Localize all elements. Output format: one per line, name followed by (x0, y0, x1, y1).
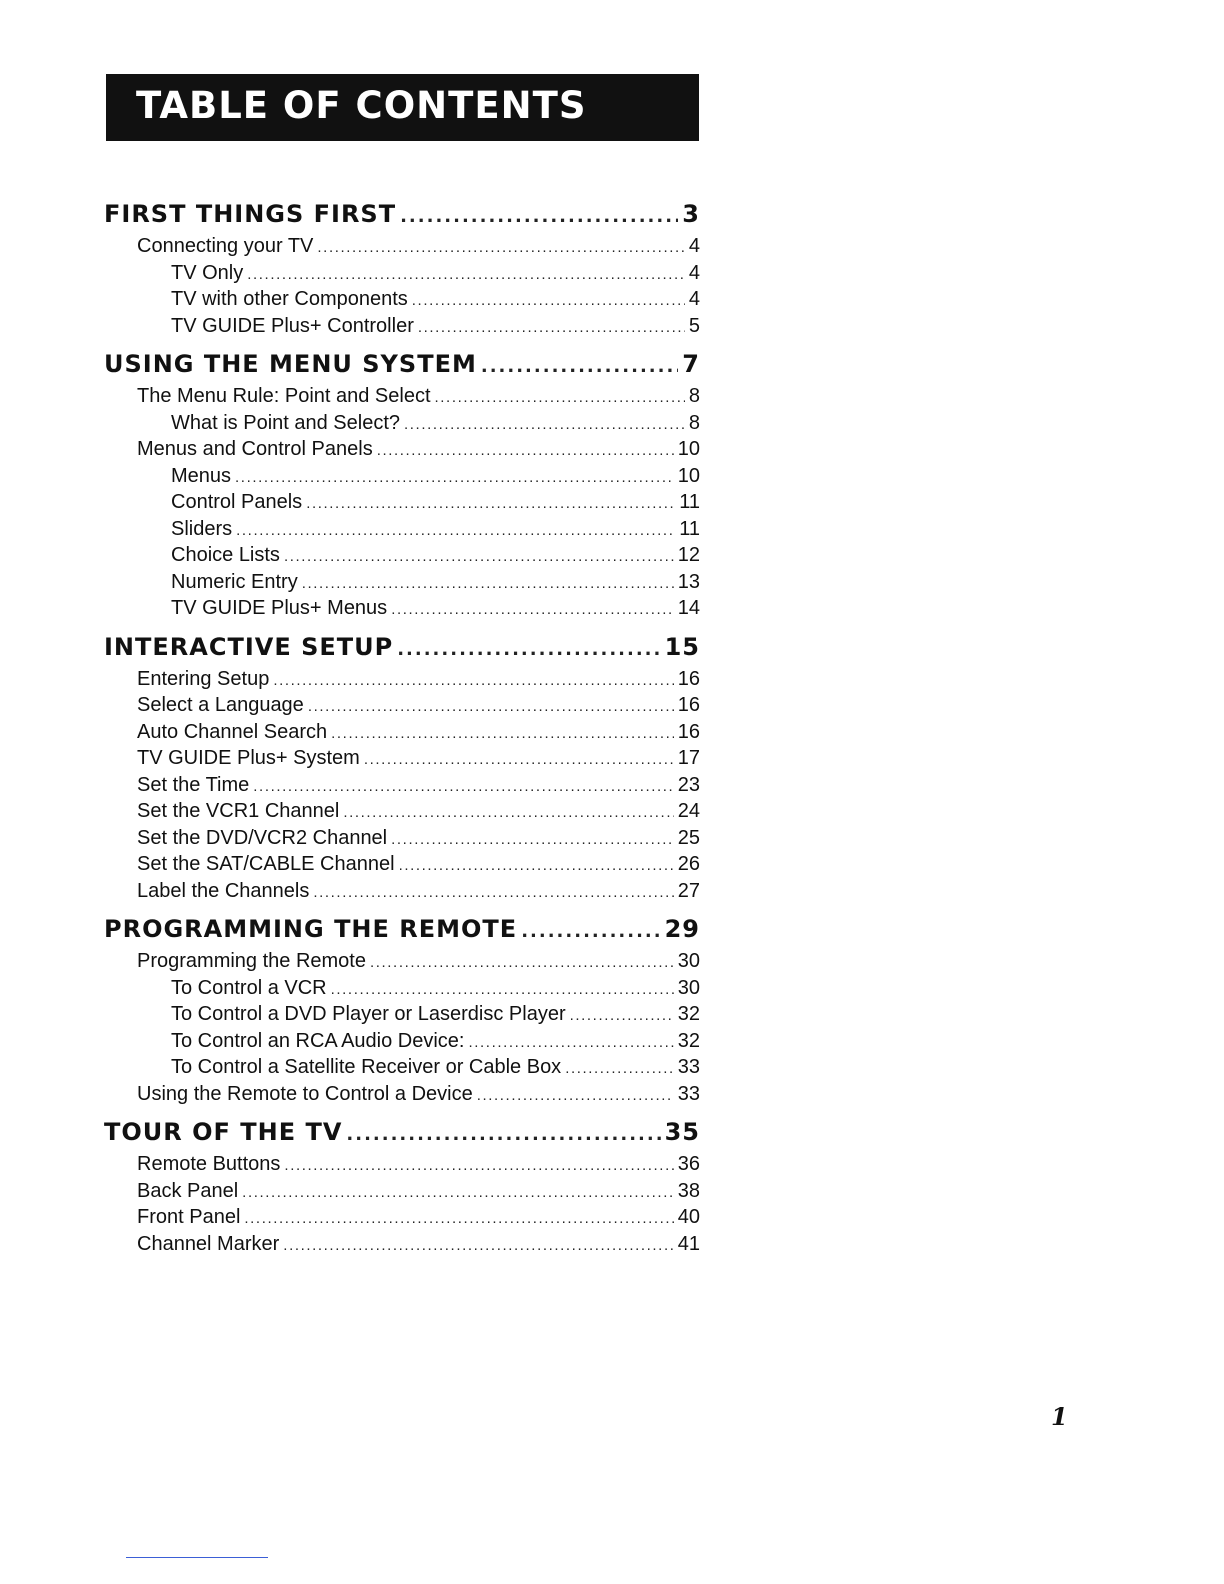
entry-title: To Control a DVD Player or Laserdisc Player (171, 1003, 566, 1025)
toc-section-heading[interactable] (104, 200, 700, 235)
toc-entry[interactable] (104, 1153, 700, 1180)
entry-page-number: 33 (677, 1056, 700, 1078)
dot-leader (570, 1007, 674, 1024)
entry-page-number: 5 (688, 314, 700, 337)
entry-page-number: 36 (677, 1153, 700, 1175)
dot-leader (343, 804, 673, 821)
divider-line (126, 1557, 268, 1558)
toc-entry[interactable] (104, 853, 700, 880)
dot-leader (273, 672, 673, 689)
toc-section (104, 1118, 700, 1259)
toc-section-heading[interactable] (104, 350, 700, 385)
toc-entry[interactable] (104, 235, 700, 262)
toc-entry[interactable] (104, 721, 700, 748)
dot-leader (477, 1087, 674, 1104)
dot-leader (370, 954, 674, 971)
toc-entry[interactable] (104, 880, 700, 907)
dot-leader (469, 1034, 674, 1051)
entry-title: TV GUIDE Plus+ Controller (171, 314, 414, 337)
section-page-number: 7 (682, 350, 700, 378)
dot-leader (404, 416, 685, 433)
dot-leader (235, 469, 674, 486)
toc-entry[interactable] (104, 977, 700, 1004)
section-title: INTERACTIVE SETUP (104, 632, 394, 661)
dot-leader (244, 1210, 673, 1227)
entry-title: Set the SAT/CABLE Channel (137, 853, 395, 875)
entry-title: Set the Time (137, 773, 250, 796)
entry-page-number: 26 (677, 853, 700, 875)
toc-entry[interactable] (104, 412, 700, 439)
dot-leader (481, 356, 678, 377)
dot-leader (521, 921, 660, 942)
entry-page-number: 4 (688, 288, 700, 310)
toc-entry[interactable] (104, 385, 700, 412)
entry-page-number: 14 (677, 597, 700, 619)
toc-entry[interactable] (104, 518, 700, 545)
toc-entry[interactable] (104, 668, 700, 695)
section-title: TOUR OF THE TV (104, 1118, 343, 1146)
toc-section-heading[interactable] (104, 633, 700, 668)
dot-leader (236, 522, 675, 539)
toc-entry[interactable] (104, 774, 700, 801)
entry-title: Numeric Entry (171, 570, 298, 593)
entry-page-number: 10 (677, 438, 700, 460)
entry-page-number: 30 (677, 976, 700, 999)
entry-page-number: 38 (677, 1179, 700, 1202)
entry-title: TV GUIDE Plus+ Menus (171, 597, 388, 619)
entry-page-number: 17 (677, 747, 700, 769)
entry-title: Front Panel (137, 1206, 241, 1228)
section-page-number: 35 (664, 1118, 700, 1146)
title-banner (106, 74, 699, 141)
toc-entry[interactable] (104, 288, 700, 315)
entry-title: Select a Language (137, 694, 304, 716)
dot-leader (284, 548, 674, 565)
toc-entry[interactable] (104, 571, 700, 598)
dot-leader (253, 778, 673, 795)
toc-entry[interactable] (104, 1056, 700, 1083)
entry-page-number: 40 (677, 1206, 700, 1228)
dot-leader (391, 601, 674, 618)
entry-page-number: 4 (688, 261, 700, 284)
toc-entry[interactable] (104, 1030, 700, 1057)
toc-entry[interactable] (104, 800, 700, 827)
entry-title: TV Only (171, 261, 244, 284)
entry-page-number: 11 (679, 491, 700, 513)
dot-leader (302, 575, 674, 592)
toc-entry[interactable] (104, 747, 700, 774)
section-title: PROGRAMMING THE REMOTE (104, 915, 518, 943)
dot-leader (346, 1124, 660, 1145)
dot-leader (317, 239, 684, 256)
entry-page-number: 8 (688, 411, 700, 434)
toc-entry[interactable] (104, 438, 700, 465)
entry-title: To Control a Satellite Receiver or Cable Box (171, 1056, 562, 1078)
dot-leader (418, 319, 685, 336)
page-number: 1 (1051, 1402, 1068, 1431)
entry-title: Using the Remote to Control a Device (137, 1082, 473, 1105)
entry-page-number: 41 (677, 1232, 700, 1255)
section-page-number: 15 (664, 632, 700, 661)
section-title: USING THE MENU SYSTEM (104, 350, 477, 378)
dot-leader (377, 442, 674, 459)
dot-leader (391, 831, 674, 848)
entry-page-number: 30 (677, 950, 700, 972)
dot-leader (242, 1184, 674, 1201)
toc-section (104, 200, 700, 341)
entry-title: Channel Marker (137, 1232, 280, 1255)
entry-page-number: 24 (677, 800, 700, 822)
section-page-number: 3 (682, 200, 700, 228)
entry-page-number: 32 (677, 1029, 700, 1052)
toc-entry[interactable] (104, 1083, 700, 1110)
dot-leader (284, 1157, 673, 1174)
table-of-contents (104, 200, 700, 1268)
toc-entry[interactable] (104, 597, 700, 624)
dot-leader (412, 292, 685, 309)
toc-entry[interactable] (104, 1180, 700, 1207)
dot-leader (313, 884, 673, 901)
toc-entry[interactable] (104, 694, 700, 721)
entry-title: To Control an RCA Audio Device: (171, 1029, 465, 1052)
entry-title: To Control a VCR (171, 976, 327, 999)
entry-page-number: 27 (677, 879, 700, 902)
entry-page-number: 25 (677, 826, 700, 849)
toc-entry[interactable] (104, 1003, 700, 1030)
toc-entry[interactable] (104, 465, 700, 492)
toc-entry[interactable] (104, 827, 700, 854)
entry-title: Sliders (171, 517, 233, 540)
dot-leader (306, 495, 675, 512)
entry-title: Programming the Remote (137, 950, 366, 972)
dot-leader (247, 266, 685, 283)
page-title: TABLE OF CONTENTS (136, 84, 587, 127)
entry-title: Remote Buttons (137, 1153, 281, 1175)
entry-page-number: 16 (677, 694, 700, 716)
entry-title: TV GUIDE Plus+ System (137, 747, 360, 769)
toc-entry[interactable] (104, 1206, 700, 1233)
entry-page-number: 10 (677, 464, 700, 487)
toc-entry[interactable] (104, 1233, 700, 1260)
toc-entry[interactable] (104, 491, 700, 518)
entry-title: What is Point and Select? (171, 411, 401, 434)
toc-section-heading[interactable] (104, 915, 700, 950)
toc-entry[interactable] (104, 544, 700, 571)
dot-leader (565, 1060, 674, 1077)
entry-title: Control Panels (171, 491, 303, 513)
dot-leader (283, 1237, 673, 1254)
entry-title: Set the DVD/VCR2 Channel (137, 826, 388, 849)
entry-title: Label the Channels (137, 879, 310, 902)
section-title: FIRST THINGS FIRST (104, 200, 397, 228)
dot-leader (331, 981, 674, 998)
dot-leader (399, 857, 674, 874)
entry-page-number: 11 (679, 517, 700, 540)
entry-page-number: 32 (677, 1003, 700, 1025)
entry-page-number: 23 (677, 773, 700, 796)
entry-title: Set the VCR1 Channel (137, 800, 340, 822)
toc-section (104, 350, 700, 624)
entry-title: Entering Setup (137, 667, 270, 690)
toc-section (104, 915, 700, 1109)
toc-entry[interactable] (104, 262, 700, 289)
dot-leader (400, 206, 678, 227)
section-page-number: 29 (664, 915, 700, 943)
toc-section-heading[interactable] (104, 1118, 700, 1153)
dot-leader (397, 639, 660, 660)
toc-entry[interactable] (104, 315, 700, 342)
entry-page-number: 4 (688, 235, 700, 257)
entry-page-number: 12 (677, 544, 700, 566)
entry-title: Choice Lists (171, 544, 280, 566)
toc-section (104, 633, 700, 907)
entry-title: The Menu Rule: Point and Select (137, 385, 431, 407)
dot-leader (364, 751, 674, 768)
entry-title: Menus (171, 464, 232, 487)
entry-page-number: 16 (677, 720, 700, 743)
entry-page-number: 33 (677, 1082, 700, 1105)
entry-title: Connecting your TV (137, 235, 314, 257)
entry-page-number: 16 (677, 667, 700, 690)
toc-entry[interactable] (104, 950, 700, 977)
entry-title: Menus and Control Panels (137, 438, 373, 460)
dot-leader (331, 725, 674, 742)
dot-leader (308, 698, 674, 715)
entry-title: Auto Channel Search (137, 720, 328, 743)
entry-page-number: 13 (677, 570, 700, 593)
dot-leader (435, 389, 685, 406)
entry-title: TV with other Components (171, 288, 408, 310)
entry-page-number: 8 (688, 385, 700, 407)
entry-title: Back Panel (137, 1179, 239, 1202)
